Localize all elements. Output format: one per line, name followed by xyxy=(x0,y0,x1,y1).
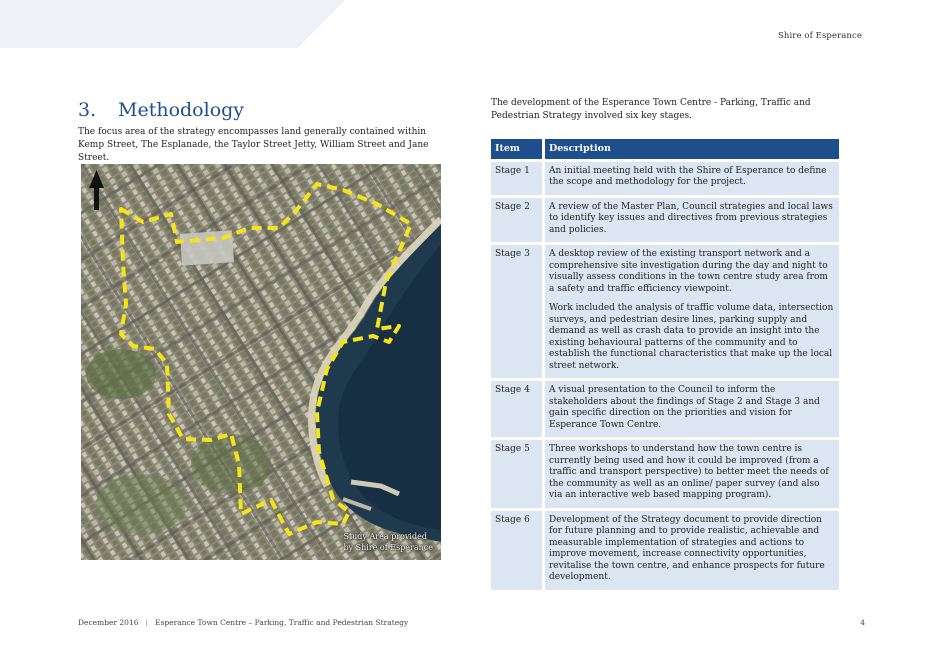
stage-description xyxy=(545,440,839,508)
stages-table-body xyxy=(491,162,839,590)
table-header-row xyxy=(491,139,839,159)
stage-description-paragraph: An initial meeting held with the Shire of Esperance to define the scope and methodology for the project. xyxy=(549,165,827,187)
stage-description xyxy=(545,381,839,437)
stage-label: Stage 6 xyxy=(491,511,545,590)
page-number: 4 xyxy=(860,618,865,627)
footer xyxy=(78,618,408,627)
footer-document-title: Esperance Town Centre – Parking, Traffic and Pedestrian Strategy xyxy=(155,618,409,627)
footer-separator: | xyxy=(145,618,149,627)
section-number: 3. xyxy=(78,98,97,121)
study-area-map xyxy=(81,164,441,560)
table-row xyxy=(491,381,839,437)
table-row xyxy=(491,198,839,243)
map-caption: Study Area provided by Shire of Esperance xyxy=(343,532,433,552)
stage-description-paragraph: A visual presentation to the Council to inform the stakeholders about the findings of Stage 2 and Stage 3 and gain specific direction on the priorities and vision for Esperance Town Centre. xyxy=(549,385,820,430)
stage-label: Stage 4 xyxy=(491,381,545,437)
stages-table xyxy=(491,136,839,593)
stage-label: Stage 2 xyxy=(491,198,545,243)
column-header-description: Description xyxy=(545,139,839,159)
table-row xyxy=(491,511,839,590)
stage-description-paragraph: Development of the Strategy document to provide direction for future planning and to provide realistic, achievable and measurable implementation of strategies and actions to improve movement, increase connectivity opportunities, revitalise the town centre, and enhance prospects for future development. xyxy=(549,514,825,582)
stage-description xyxy=(545,198,839,243)
table-row xyxy=(491,162,839,195)
stage-description-paragraph: Work included the analysis of traffic volume data, intersection surveys, and pedestrian desire lines, parking supply and demand as well as crash data to provide an insight into the existing behavioural patterns of the community and to establish the functional characteristics that make up the local street network. xyxy=(549,303,834,371)
stage-description xyxy=(545,245,839,378)
column-header-item: Item xyxy=(491,139,545,159)
stage-description-paragraph: Three workshops to understand how the town centre is currently being used and how it could be improved (from a traffic and transport perspective) to better meet the needs of the community as well as an online/ paper survey (and also via an interactive web based mapping program). xyxy=(549,444,829,500)
stage-description-paragraph: A desktop review of the existing transport network and a comprehensive site investigation during the day and night to visually assess conditions in the town centre study area from a safety and traffic efficiency viewpoint. xyxy=(549,249,828,294)
section-title: Methodology xyxy=(118,98,245,121)
stage-description xyxy=(545,162,839,195)
stage-label: Stage 5 xyxy=(491,440,545,508)
table-row xyxy=(491,440,839,508)
intro-paragraph: The focus area of the strategy encompasses land generally contained within Kemp Street, The Esplanade, the Taylor Street Jetty, William Street and Jane Street. xyxy=(78,127,429,163)
header-organisation: Shire of Esperance xyxy=(777,31,862,41)
aerial-photo xyxy=(81,164,441,560)
stage-label: Stage 1 xyxy=(491,162,545,195)
page-title xyxy=(78,99,244,121)
stage-description xyxy=(545,511,839,590)
stages-lead-paragraph: The development of the Esperance Town Centre - Parking, Traffic and Pedestrian Strategy involved six key stages. xyxy=(491,98,811,121)
stage-description-paragraph: A review of the Master Plan, Council strategies and local laws to identify key issues and directives from previous strategies and policies. xyxy=(549,201,833,235)
table-row xyxy=(491,245,839,378)
header-decoration xyxy=(0,0,345,48)
stage-label: Stage 3 xyxy=(491,245,545,378)
footer-date: December 2016 xyxy=(78,618,139,627)
